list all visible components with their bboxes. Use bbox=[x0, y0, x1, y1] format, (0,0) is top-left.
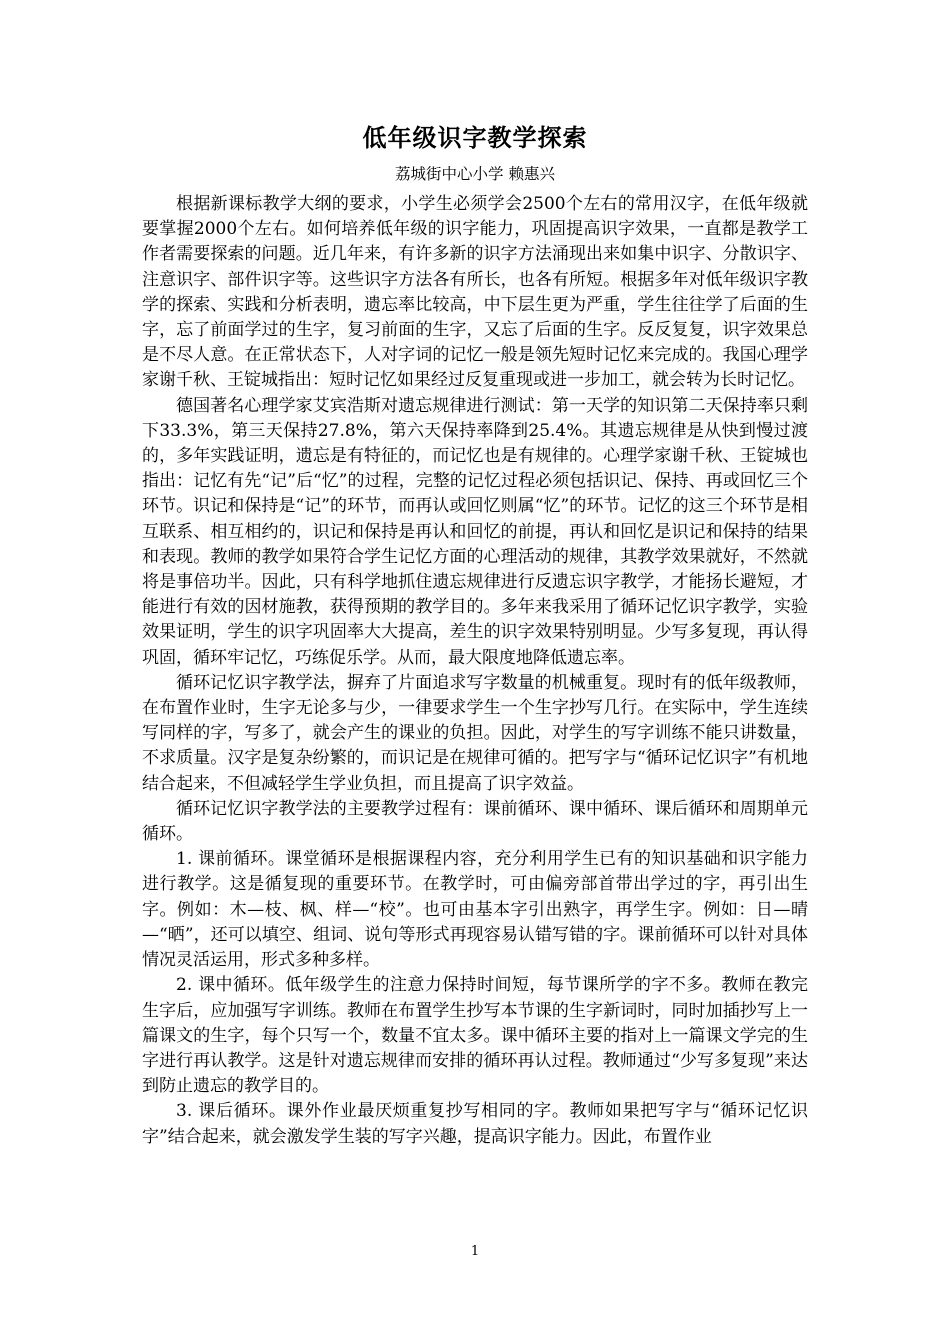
paragraph: 循环记忆识字教学法的主要教学过程有：课前循环、课中循环、课后循环和周期单元循环。 bbox=[142, 798, 808, 845]
document-body bbox=[142, 192, 808, 1150]
paragraph: 1. 课前循环。课堂循环是根据课程内容，充分利用学生已有的知识基础和识字能力进行教学。这是循复现的重要环节。在教学时，可由偏旁部首带出学过的字，再引出生字。例如：木—枝、枫、样—“校”。也可由基本字引出熟字，再学生字。例如：日—晴—“晒”，还可以填空、组词、说句等形式再现容易认错写错的字。课前循环可以针对具体情况灵活运用，形式多种多样。 bbox=[142, 849, 808, 971]
paragraph: 循环记忆识字教学法，摒弃了片面追求写字数量的机械重复。现时有的低年级教师，在布置作业时，生字无论多与少，一律要求学生一个生字抄写几行。在实际中，学生连续写同样的字，写多了，就会产生的课业的负担。因此，对学生的写字训练不能只讲数量，不求质量。汉字是复杂纷繁的，而识记是在规律可循的。把写字与“循环记忆识字”有机地结合起来，不但减轻学生学业负担，而且提高了识字效益。 bbox=[142, 672, 808, 794]
page-number: 1 bbox=[470, 1244, 480, 1259]
document-title: 低年级识字教学探索 bbox=[362, 123, 588, 152]
author-line: 荔城街中心小学 赖惠兴 bbox=[395, 165, 555, 183]
paragraph: 3. 课后循环。课外作业最厌烦重复抄写相同的字。教师如果把写字与“循环记忆识字”结合起来，就会激发学生装的写字兴趣，提高识字能力。因此，布置作业 bbox=[142, 1101, 808, 1147]
paragraph: 德国著名心理学家艾宾浩斯对遗忘规律进行测试：第一天学的知识第二天保持率只剩下33.3%，第三天保持27.8%，第六天保持率降到25.4%。其遗忘规律是从快到慢过渡的，多年实践证明，遗忘是有特征的，而记忆也是有规律的。心理学家谢千秋、王锭城也指出：记忆有先“记”后“忆”的过程，完整的记忆过程必须包括识记、保持、再或回忆三个环节。识记和保持是“记”的环节，而再认或回忆则属“忆”的环节。记忆的这三个环节是相互联系、相互相约的，识记和保持是再认和回忆的前提，再认和回忆是识记和保持的结果和表现。教师的教学如果符合学生记忆方面的心理活动的规律，其教学效果就好，不然就将是事倍功半。因此，只有科学地抓住遗忘规律进行反遗忘识字教学，才能扬长避短，才能进行有效的因材施教，获得预期的教学目的。多年来我采用了循环记忆识字教学，实验效果证明，学生的识字巩固率大大提高，差生的识字效果特别明显。少写多复现，再认得巩固，循环牢记忆，巧练促乐学。从而，最大限度地降低遗忘率。 bbox=[142, 395, 808, 668]
paragraph: 根据新课标教学大纲的要求，小学生必须学会2500个左右的常用汉字，在低年级就要掌握2000个左右。如何培养低年级的识字能力，巩固提高识字效果，一直都是教学工作者需要探索的问题。近几年来，有许多新的识字方法涌现出来如集中识字、分散识字、注意识字、部件识字等。这些识字方法各有所长，也各有所短。根据多年对低年级识字教学的探索、实践和分析表明，遗忘率比较高，中下层生更为严重，学生往往学了后面的生字，忘了前面学过的生字，复习前面的生字，又忘了后面的生字。反反复复，识字效果总是不尽人意。在正常状态下，人对字词的记忆一般是领先短时记忆来完成的。我国心理学家谢千秋、王锭城指出：短时记忆如果经过反复重现或进一步加工，就会转为长时记忆。 bbox=[142, 194, 808, 391]
paragraph: 2. 课中循环。低年级学生的注意力保持时间短，每节课所学的字不多。教师在教完生字后，应加强写字训练。教师在布置学生抄写本节课的生字新词时，同时加插抄写上一篇课文的生字，每个只写一个，数量不宜太多。课中循环主要的指对上一篇课文学完的生字进行再认教学。这是针对遗忘规律而安排的循环再认过程。教师通过“少写多复现”来达到防止遗忘的教学目的。 bbox=[142, 975, 808, 1097]
